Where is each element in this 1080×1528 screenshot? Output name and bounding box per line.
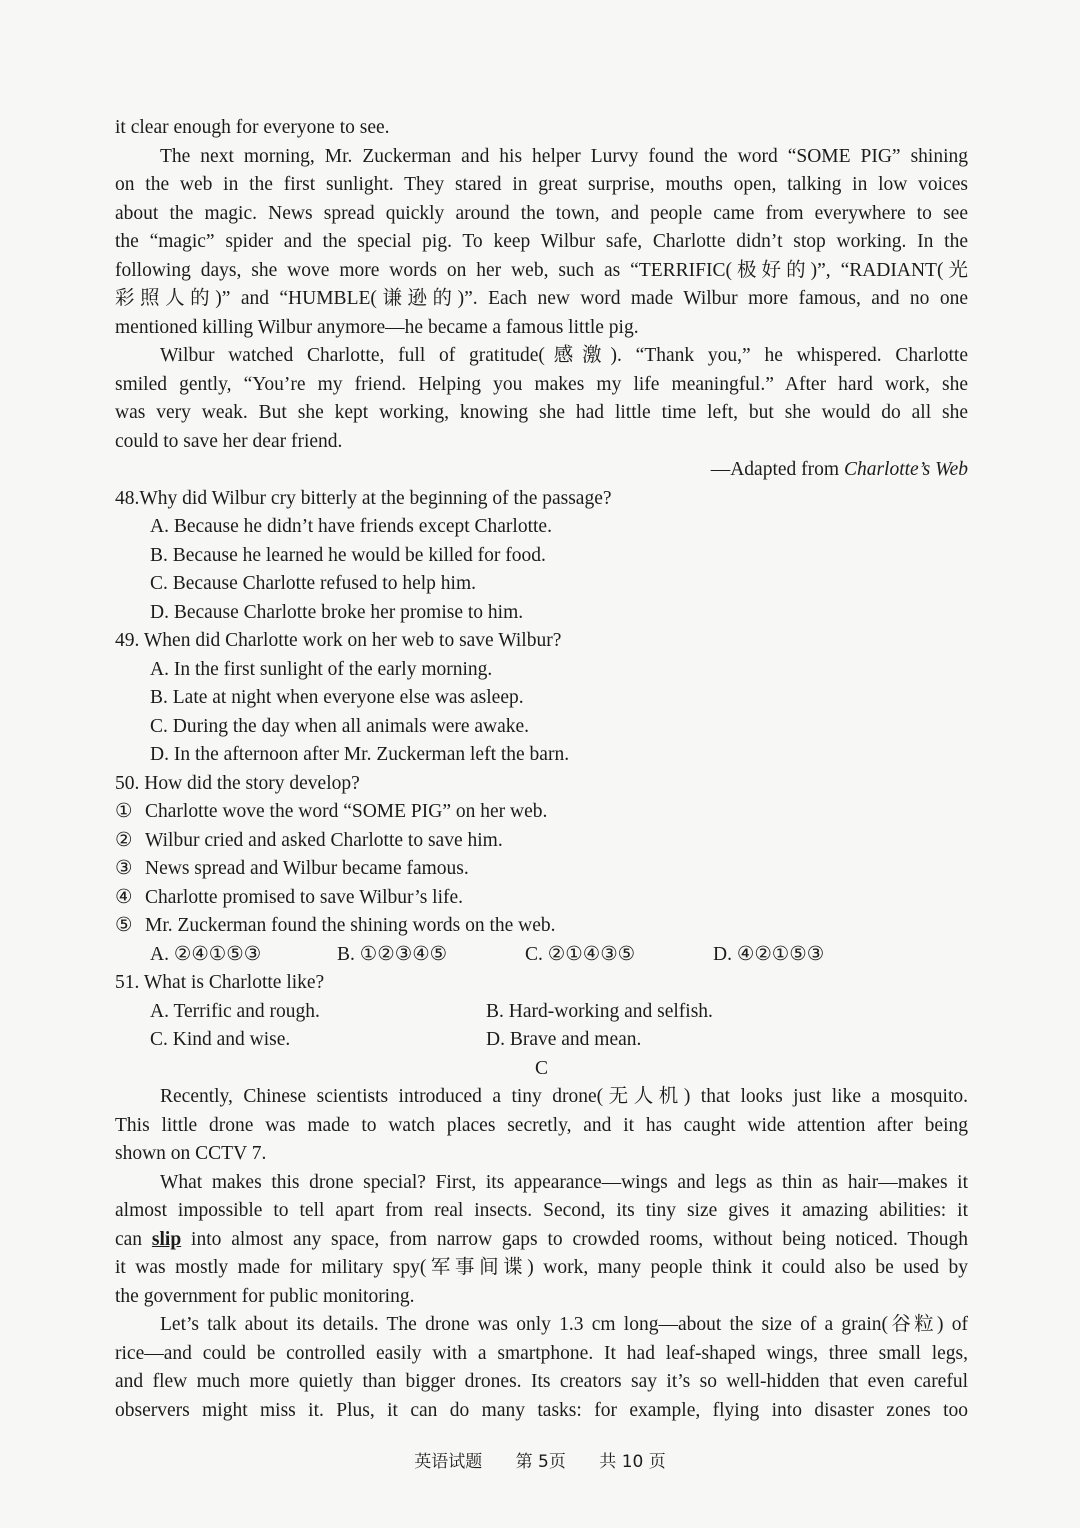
q50-options — [115, 941, 968, 970]
q50-option-c[interactable]: C. ②①④③⑤ — [525, 943, 636, 965]
underlined-word: slip — [151, 1228, 182, 1250]
passage-line: the government for public monitoring. — [115, 1285, 415, 1307]
passage-line: was very weak. But she kept working, knowing she had little time left, but she would do all she — [115, 402, 968, 423]
passage-line: Recently, Chinese scientists introduced a tiny drone(无人机) that looks just like a mosquito. — [160, 1086, 968, 1107]
event-number: ⑤ — [115, 915, 133, 936]
passage-line: it was mostly made for military spy(军事间谍) work, many people think it could also be used by — [115, 1257, 968, 1278]
passage-line: following days, she wove more words on her web, such as “TERRIFIC(极好的)”, “RADIANT(光 — [115, 259, 968, 281]
footer-page-number: 第 5页 — [515, 1452, 566, 1472]
passage-line: almost impossible to tell apart from real insects. Second, its tiny size gives it amazing abilities: it — [115, 1200, 968, 1221]
text-fragment: can — [115, 1228, 152, 1250]
footer-total-pages: 共 10 页 — [599, 1452, 666, 1472]
event-number: ③ — [115, 858, 133, 879]
passage-line: the “magic” spider and the special pig. To keep Wilbur safe, Charlotte didn’t stop working. In the — [115, 231, 968, 252]
passage-line: Let’s talk about its details. The drone was only 1.3 cm long—about the size of a grain(谷粒) of — [160, 1314, 968, 1335]
event-text: Charlotte promised to save Wilbur’s life. — [145, 886, 464, 908]
text-fragment: into almost any space, from narrow gaps to crowded rooms, without being noticed. Though — [181, 1228, 968, 1250]
question-51-stem: 51. What is Charlotte like? — [115, 972, 325, 993]
event-text: Charlotte wove the word “SOME PIG” on her web. — [145, 801, 548, 822]
event-text: News spread and Wilbur became famous. — [145, 858, 469, 879]
q48-option-c[interactable]: C. Because Charlotte refused to help him. — [150, 573, 476, 594]
source-prefix: —Adapted from — [710, 459, 844, 480]
event-number: ④ — [115, 886, 133, 908]
passage-line: mentioned killing Wilbur anymore—he became a famous little pig. — [115, 316, 639, 338]
passage-line: observers might miss it. Plus, it can do many tasks: for example, flying into disaster zones too — [115, 1399, 968, 1421]
passage-line: What makes this drone special? First, its appearance—wings and legs as thin as hair—makes it — [160, 1171, 968, 1193]
q50-option-b[interactable]: B. ①②③④⑤ — [337, 943, 448, 965]
page-content — [115, 114, 968, 1425]
q51-option-d[interactable]: D. Brave and mean. — [486, 1029, 642, 1050]
passage-line — [115, 1226, 968, 1255]
footer-subject: 英语试题 — [414, 1452, 483, 1472]
q51-options-row — [115, 1026, 968, 1055]
event-number: ① — [115, 801, 133, 822]
q48-option-b[interactable]: B. Because he learned he would be killed for food. — [150, 544, 546, 566]
q51-option-a[interactable]: A. Terrific and rough. — [150, 1000, 320, 1022]
q49-option-a[interactable]: A. In the first sunlight of the early morning. — [150, 658, 493, 680]
passage-line: The next morning, Mr. Zuckerman and his helper Lurvy found the word “SOME PIG” shining — [160, 145, 968, 167]
q50-event — [115, 827, 968, 856]
event-text: Wilbur cried and asked Charlotte to save him. — [145, 829, 503, 851]
source-citation — [115, 456, 968, 485]
page-footer — [0, 1447, 1080, 1472]
question-50-stem: 50. How did the story develop? — [115, 772, 360, 794]
q49-option-d[interactable]: D. In the afternoon after Mr. Zuckerman left the barn. — [150, 744, 570, 765]
q51-option-c[interactable]: C. Kind and wise. — [150, 1029, 291, 1050]
passage-line: This little drone was made to watch places secretly, and it has caught wide attention after being — [115, 1114, 968, 1136]
section-label: C — [534, 1057, 548, 1079]
q50-event — [115, 798, 968, 827]
q50-option-a[interactable]: A. ②④①⑤③ — [150, 943, 262, 965]
q51-options-row — [115, 998, 968, 1027]
passage-line: about the magic. News spread quickly around the town, and people came from everywhere to see — [115, 202, 968, 224]
q49-option-c[interactable]: C. During the day when all animals were awake. — [150, 715, 530, 737]
passage-line: rice—and could be controlled easily with a smartphone. It had leaf-shaped wings, three small legs, — [115, 1342, 968, 1364]
q50-event — [115, 855, 968, 884]
question-49-stem: 49. When did Charlotte work on her web to save Wilbur? — [115, 630, 562, 651]
passage-line: it clear enough for everyone to see. — [115, 117, 390, 138]
passage-line: 彩照人的)” and “HUMBLE(谦逊的)”. Each new word made Wilbur more famous, and no one — [115, 288, 968, 309]
q50-event — [115, 884, 968, 913]
question-48-stem: 48.Why did Wilbur cry bitterly at the beginning of the passage? — [115, 487, 612, 509]
source-title: Charlotte’s Web — [843, 459, 968, 480]
q48-option-d[interactable]: D. Because Charlotte broke her promise to him. — [150, 601, 524, 623]
passage-line: smiled gently, “You’re my friend. Helping you makes my life meaningful.” After hard work, she — [115, 373, 968, 395]
event-number: ② — [115, 829, 133, 851]
passage-line: Wilbur watched Charlotte, full of gratitude(感激). “Thank you,” he whispered. Charlotte — [160, 345, 968, 366]
event-text: Mr. Zuckerman found the shining words on the web. — [145, 915, 556, 936]
passage-line: shown on CCTV 7. — [115, 1143, 267, 1164]
q50-option-d[interactable]: D. ④②①⑤③ — [713, 943, 825, 965]
q50-event — [115, 912, 968, 941]
q49-option-b[interactable]: B. Late at night when everyone else was asleep. — [150, 687, 524, 708]
passage-line: and flew much more quietly than bigger drones. Its creators say it’s so well-hidden that even careful — [115, 1371, 968, 1392]
passage-line: could to save her dear friend. — [115, 430, 343, 452]
passage-line: on the web in the first sunlight. They stared in great surprise, mouths open, talking in low voices — [115, 174, 968, 195]
q48-option-a[interactable]: A. Because he didn’t have friends except Charlotte. — [150, 516, 552, 537]
q51-option-b[interactable]: B. Hard-working and selfish. — [486, 1000, 713, 1022]
